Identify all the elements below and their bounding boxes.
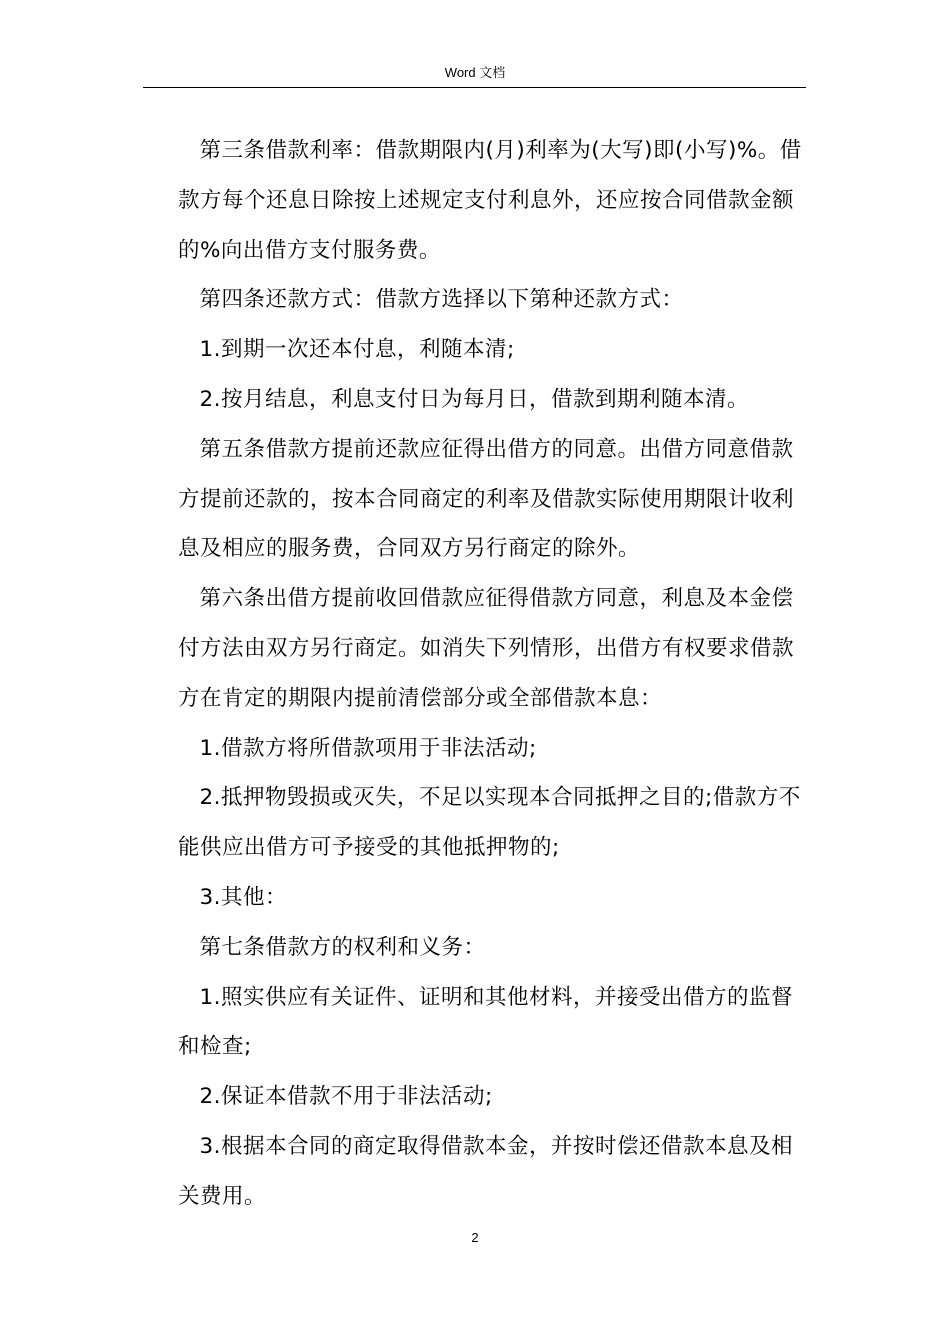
text-line: 款方每个还息日除按上述规定支付利息外，还应按合同借款金额: [178, 187, 795, 213]
paragraph-article-4: [178, 275, 798, 325]
text-line: 关费用。: [178, 1183, 267, 1209]
paragraph-article-3: [178, 126, 802, 275]
paragraph-item: [178, 1122, 798, 1222]
text-line: 第四条还款方式：借款方选择以下第种还款方式：: [199, 287, 684, 313]
text-line: 2.按月结息，利息支付日为每月日，借款到期利随本清。: [199, 386, 750, 412]
text-line: 付方法由双方另行商定。如消失下列情形，出借方有权要求借款: [178, 635, 795, 661]
page-header: Word 文档: [444, 65, 506, 80]
paragraph-article-7: [178, 923, 798, 973]
text-line: 1.借款方将所借款项用于非法活动;: [199, 735, 537, 761]
text-line: 第五条借款方提前还款应征得出借方的同意。出借方同意借款: [199, 436, 794, 462]
text-line: 方提前还款的，按本合同商定的利率及借款实际使用期限计收利: [178, 486, 795, 512]
text-line: 第七条借款方的权利和义务：: [199, 934, 486, 960]
document-body: [178, 126, 802, 1222]
paragraph-article-5: [178, 425, 798, 574]
text-line: 1.照实供应有关证件、证明和其他材料，并接受出借方的监督: [199, 984, 794, 1010]
text-line: 2.保证本借款不用于非法活动;: [199, 1084, 493, 1110]
paragraph-item: [178, 873, 798, 923]
text-line: 第六条出借方提前收回借款应征得借款方同意，利息及本金偿: [199, 586, 794, 612]
text-line: 和检查;: [178, 1034, 252, 1060]
page-number: 2: [471, 1230, 479, 1245]
text-line: 方在肯定的期限内提前清偿部分或全部借款本息：: [178, 685, 663, 711]
text-line: 3.其他：: [199, 884, 288, 910]
text-line: 第三条借款利率：借款期限内(月)利率为(大写)即(小写)%。借: [199, 138, 802, 163]
paragraph-item: [178, 325, 798, 375]
header-divider: [143, 87, 806, 88]
text-line: 息及相应的服务费，合同双方另行商定的除外。: [178, 536, 641, 562]
paragraph-item: [178, 724, 798, 774]
paragraph-article-6: [178, 574, 798, 723]
text-line: 的%向出借方支付服务费。: [178, 237, 441, 263]
text-line: 能供应出借方可予接受的其他抵押物的;: [178, 835, 560, 861]
text-line: 1.到期一次还本付息，利随本清;: [199, 337, 515, 363]
paragraph-item: [178, 773, 801, 873]
text-line: 3.根据本合同的商定取得借款本金，并按时偿还借款本息及相: [199, 1133, 794, 1159]
paragraph-item: [178, 1072, 798, 1122]
paragraph-item: [178, 973, 798, 1073]
text-line: 2.抵押物毁损或灭失，不足以实现本合同抵押之目的;借款方不: [199, 785, 801, 811]
paragraph-item: [178, 375, 798, 425]
